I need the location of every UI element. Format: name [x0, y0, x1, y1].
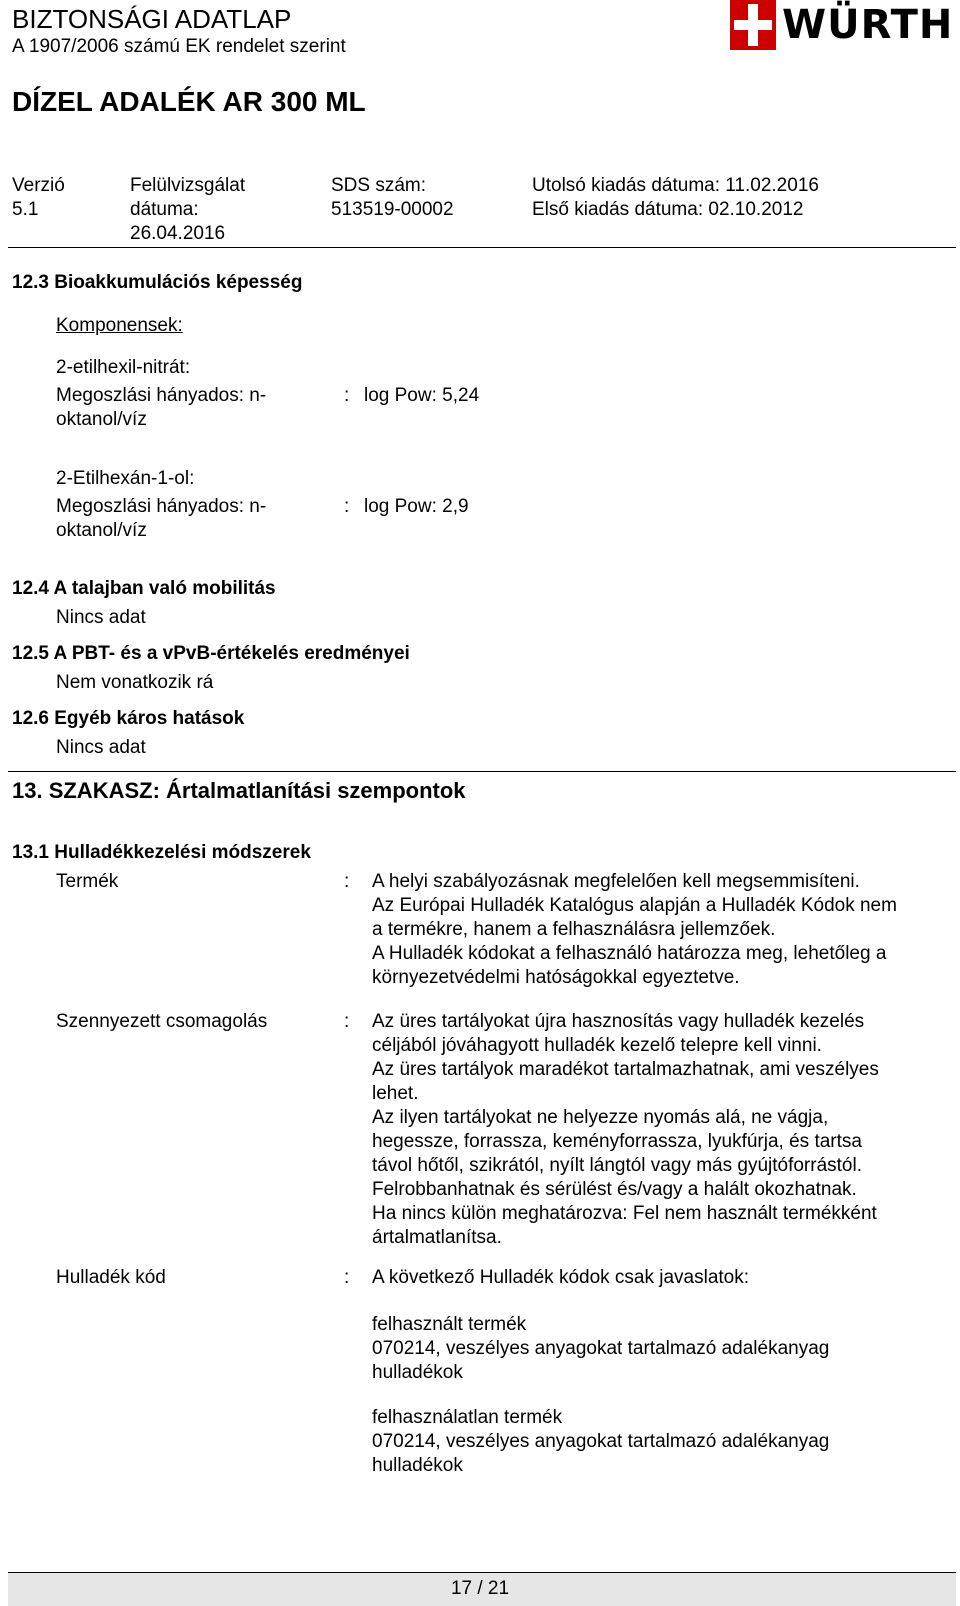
packaging-label: Szennyezett csomagolás — [56, 1011, 268, 1032]
colon-separator: : — [344, 496, 350, 517]
section-13-1-heading: 13.1 Hulladékkezelési módszerek — [12, 842, 311, 863]
component-2-value: log Pow: 2,9 — [364, 496, 469, 517]
unused-product-code-cont: hulladékok — [372, 1455, 463, 1476]
section-divider — [8, 771, 956, 772]
regulation-subtitle: A 1907/2006 számú EK rendelet szerint — [12, 36, 346, 57]
section-12-5-text: Nem vonatkozik rá — [56, 672, 214, 693]
text-line: A Hulladék kódokat a felhasználó határozza meg, lehetőleg a — [372, 943, 887, 964]
text-line: Az ilyen tartályokat ne helyezze nyomás alá, ne vágja, — [372, 1107, 829, 1128]
revision-label-2: dátuma: — [130, 199, 199, 220]
text-line: Az üres tartályok maradékot tartalmazhatnak, ami veszélyes — [372, 1059, 879, 1080]
unused-product-label: felhasználatlan termék — [372, 1407, 563, 1428]
revision-date: 26.04.2016 — [130, 223, 226, 244]
version-column — [12, 174, 65, 222]
text-line: Ha nincs külön meghatározva: Fel nem használt termékként — [372, 1203, 877, 1224]
product-name: DÍZEL ADALÉK AR 300 ML — [12, 86, 366, 117]
text-line: céljából jóváhagyott hulladék kezelő telepre kell vinni. — [372, 1035, 822, 1056]
text-line: a termékre, hanem a felhasználásra jellemzőek. — [372, 919, 776, 940]
wurth-logo — [730, 0, 954, 52]
revision-label: Felülvizsgálat — [130, 175, 246, 196]
wurth-logo-mark-icon — [730, 0, 776, 50]
component-1-value: log Pow: 5,24 — [364, 385, 480, 406]
section-12-6-text: Nincs adat — [56, 737, 146, 758]
component-2-property-line: oktanol/víz — [56, 520, 147, 541]
header-divider — [8, 247, 956, 248]
text-line: Az üres tartályokat újra hasznosítás vagy hulladék kezelés — [372, 1011, 865, 1032]
used-product-code-cont: hulladékok — [372, 1362, 463, 1383]
colon-separator: : — [344, 1267, 350, 1288]
colon-separator: : — [344, 1011, 350, 1032]
waste-code-label: Hulladék kód — [56, 1267, 166, 1288]
used-product-label: felhasznált termék — [372, 1314, 527, 1335]
used-product-codes — [372, 1313, 952, 1385]
component-1-property — [56, 384, 266, 432]
product-label: Termék — [56, 871, 119, 892]
components-label: Komponensek: — [56, 315, 183, 336]
text-line: A helyi szabályozásnak megfelelően kell megsemmisíteni. — [372, 871, 860, 892]
text-line: környezetvédelmi hatóságokkal egyeztetve. — [372, 967, 740, 988]
colon-separator: : — [344, 871, 350, 892]
logo-wordmark: WÜRTH — [782, 2, 954, 48]
section-12-4-heading: 12.4 A talajban való mobilitás — [12, 578, 276, 599]
text-line: Felrobbanhatnak és sérülést és/vagy a halált okozhatnak. — [372, 1179, 857, 1200]
component-1-name: 2-etilhexil-nitrát: — [56, 357, 191, 378]
text-line: ártalmatlanítsa. — [372, 1227, 502, 1248]
text-line: Az Európai Hulladék Katalógus alapján a Hulladék Kódok nem — [372, 895, 897, 916]
version-label: Verzió — [12, 175, 65, 196]
sds-column — [331, 174, 454, 222]
document-title: BIZTONSÁGI ADATLAP — [12, 4, 292, 34]
first-issue-date: Első kiadás dátuma: 02.10.2012 — [532, 199, 804, 220]
used-product-code: 070214, veszélyes anyagokat tartalmazó adalékanyag — [372, 1338, 830, 1359]
sds-label: SDS szám: — [331, 175, 427, 196]
waste-code-intro: A következő Hulladék kódok csak javaslatok: — [372, 1267, 750, 1288]
text-line: hegessze, forrassza, keményforrassza, lyukfúrja, és tartsa — [372, 1131, 862, 1152]
component-1-property-line: Megoszlási hányados: n- — [56, 385, 267, 406]
unused-product-code: 070214, veszélyes anyagokat tartalmazó adalékanyag — [372, 1431, 830, 1452]
revision-column — [130, 174, 245, 246]
section-12-6-heading: 12.6 Egyéb káros hatások — [12, 708, 245, 729]
sds-number: 513519-00002 — [331, 199, 454, 220]
section-12-3-heading: 12.3 Bioakkumulációs képesség — [12, 272, 303, 293]
section-12-5-heading: 12.5 A PBT- és a vPvB-értékelés eredményei — [12, 643, 410, 664]
packaging-disposal-text — [372, 1010, 952, 1250]
section-13-title: 13. SZAKASZ: Ártalmatlanítási szempontok — [12, 778, 466, 803]
component-2-property — [56, 495, 266, 543]
component-2-name: 2-Etilhexán-1-ol: — [56, 468, 195, 489]
issue-dates-column — [532, 174, 819, 222]
section-12-4-text: Nincs adat — [56, 607, 146, 628]
unused-product-codes — [372, 1406, 952, 1478]
text-line: lehet. — [372, 1083, 419, 1104]
page-number: 17 / 21 — [450, 1578, 510, 1599]
text-line: távol hőtől, szikrától, nyílt lángtól vagy más gyújtóforrástól. — [372, 1155, 863, 1176]
last-issue-date: Utolsó kiadás dátuma: 11.02.2016 — [532, 175, 819, 196]
version-value: 5.1 — [12, 199, 39, 220]
component-1-property-line: oktanol/víz — [56, 409, 147, 430]
component-2-property-line: Megoszlási hányados: n- — [56, 496, 267, 517]
colon-separator: : — [344, 385, 350, 406]
product-disposal-text — [372, 870, 952, 990]
